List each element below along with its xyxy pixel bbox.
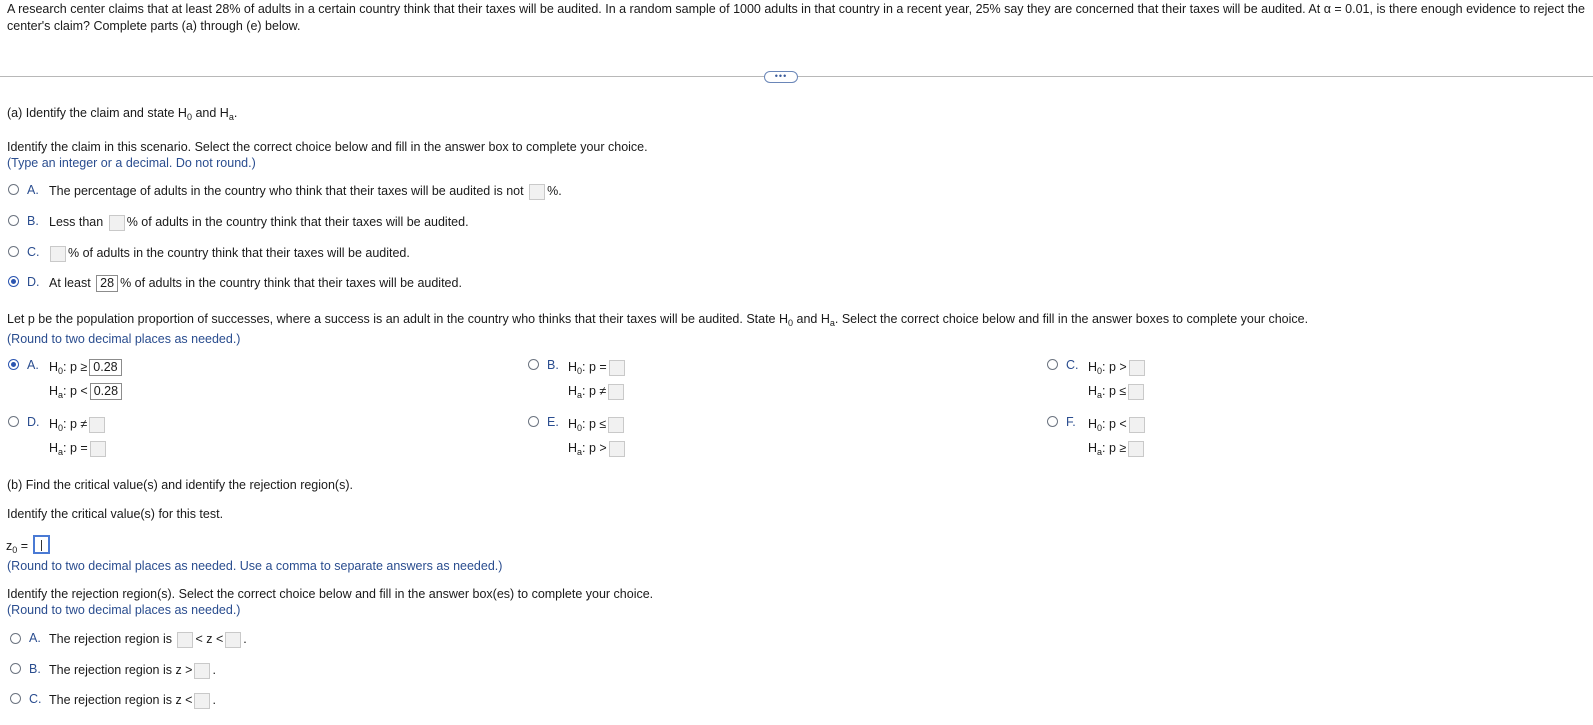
hypothesis-instruction: Let p be the population proportion of successes, where a success is an adult in the country who thinks that their taxes will be audited. State $H_0$ and $H_a$. Select the correct choice below and fill in the answer boxes to complete your choice. — [7, 312, 1309, 328]
hyp-choice-f-h0: $H_0$: p < — [1088, 416, 1147, 433]
region-a-upper-box[interactable] — [225, 632, 241, 648]
claim-choice-c-letter: C. — [27, 245, 40, 259]
z0-label: $z_0$ = — [6, 539, 29, 555]
hyp-f-ha-box[interactable] — [1128, 441, 1144, 457]
hyp-choice-c-ha: $H_a$: p ≤ — [1088, 383, 1146, 400]
region-c-box[interactable] — [194, 693, 210, 709]
hyp-choice-e-radio[interactable] — [528, 416, 539, 427]
region-choice-a: The rejection region is < z < . — [49, 632, 247, 646]
claim-choice-a-letter: A. — [27, 183, 39, 197]
part-a-heading: (a) Identify the claim and state $H_0$ and $H_a$. — [7, 106, 238, 122]
claim-choice-d: At least 28 % of adults in the country think that their taxes will be audited. — [49, 276, 462, 291]
more-options-button[interactable]: ••• — [764, 71, 798, 83]
region-hint: (Round to two decimal places as needed.) — [7, 603, 241, 617]
hyp-e-ha-box[interactable] — [609, 441, 625, 457]
hyp-choice-e-h0: $H_0$: p ≤ — [568, 416, 626, 433]
claim-choice-c: % of adults in the country think that their taxes will be audited. — [48, 245, 410, 262]
hyp-a-h0-box[interactable]: 0.28 — [89, 359, 121, 376]
problem-statement: A research center claims that at least 28% of adults in a certain country think that their taxes will be audited. In a random sample of 1000 adults in that country in a recent year, 25% say they are concerned that their taxes will be audited. At α = 0.01, is there enough evidence to reject the center's claim? Complete parts (a) through (e) below. — [7, 2, 1585, 33]
hyp-choice-a-letter: A. — [27, 358, 39, 372]
claim-d-answer-box[interactable]: 28 — [96, 275, 118, 292]
claim-choice-c-radio[interactable] — [8, 246, 19, 257]
region-choice-c: The rejection region is z < . — [49, 693, 216, 707]
hyp-d-ha-box[interactable] — [90, 441, 106, 457]
z0-hint: (Round to two decimal places as needed. Use a comma to separate answers as needed.) — [7, 559, 503, 573]
critical-instruction: Identify the critical value(s) for this test. — [7, 507, 224, 521]
hyp-choice-e-letter: E. — [547, 415, 559, 429]
hyp-choice-e-ha: $H_a$: p > — [568, 440, 627, 457]
hyp-choice-a-h0: $H_0$: p ≥ 0.28 — [49, 359, 124, 376]
hyp-choice-d-radio[interactable] — [8, 416, 19, 427]
hyp-b-h0-box[interactable] — [609, 360, 625, 376]
hyp-choice-b-radio[interactable] — [528, 359, 539, 370]
region-choice-a-letter: A. — [29, 631, 41, 645]
hyp-choice-d-ha: $H_a$: p = — [49, 440, 108, 457]
region-a-lower-box[interactable] — [177, 632, 193, 648]
claim-hint: (Type an integer or a decimal. Do not round.) — [7, 156, 256, 170]
region-choice-b: The rejection region is z > . — [49, 663, 216, 677]
hyp-choice-c-letter: C. — [1066, 358, 1079, 372]
claim-choice-d-radio[interactable] — [8, 276, 19, 287]
part-b-heading: (b) Find the critical value(s) and identify the rejection region(s). — [7, 478, 353, 492]
hyp-choice-b-ha: $H_a$: p ≠ — [568, 383, 626, 400]
hyp-choice-b-h0: $H_0$: p = — [568, 359, 627, 376]
hyp-choice-a-ha: $H_a$: p < 0.28 — [49, 383, 124, 400]
claim-choice-d-letter: D. — [27, 275, 40, 289]
claim-a-answer-box[interactable] — [529, 184, 545, 200]
hyp-c-ha-box[interactable] — [1128, 384, 1144, 400]
hyp-choice-b-letter: B. — [547, 358, 559, 372]
hyp-c-h0-box[interactable] — [1129, 360, 1145, 376]
hyp-b-ha-box[interactable] — [608, 384, 624, 400]
hyp-d-h0-box[interactable] — [89, 417, 105, 433]
claim-choice-a: The percentage of adults in the country who think that their taxes will be audited is not %. — [49, 184, 562, 198]
hyp-a-ha-box[interactable]: 0.28 — [90, 383, 122, 400]
hyp-choice-f-ha: $H_a$: p ≥ — [1088, 440, 1146, 457]
hyp-choice-a-radio[interactable] — [8, 359, 19, 370]
hyp-choice-d-h0: $H_0$: p ≠ — [49, 416, 107, 433]
claim-b-answer-box[interactable] — [109, 215, 125, 231]
claim-choice-b-letter: B. — [27, 214, 39, 228]
hyp-choice-c-h0: $H_0$: p > — [1088, 359, 1147, 376]
region-choice-c-radio[interactable] — [10, 693, 21, 704]
region-instruction: Identify the rejection region(s). Select the correct choice below and fill in the answer box(es) to complete your choice. — [7, 587, 654, 601]
hyp-choice-d-letter: D. — [27, 415, 40, 429]
region-choice-a-radio[interactable] — [10, 633, 21, 644]
claim-instruction: Identify the claim in this scenario. Select the correct choice below and fill in the answer box to complete your choice. — [7, 140, 648, 154]
hyp-choice-c-radio[interactable] — [1047, 359, 1058, 370]
hyp-choice-f-letter: F. — [1066, 415, 1076, 429]
region-choice-b-letter: B. — [29, 662, 41, 676]
z0-answer-box[interactable] — [33, 535, 50, 554]
region-b-box[interactable] — [194, 663, 210, 679]
claim-c-answer-box[interactable] — [50, 246, 66, 262]
claim-choice-a-radio[interactable] — [8, 184, 19, 195]
hyp-choice-f-radio[interactable] — [1047, 416, 1058, 427]
region-choice-c-letter: C. — [29, 692, 42, 706]
hypothesis-hint: (Round to two decimal places as needed.) — [7, 332, 241, 346]
region-choice-b-radio[interactable] — [10, 663, 21, 674]
hyp-e-h0-box[interactable] — [608, 417, 624, 433]
hyp-f-h0-box[interactable] — [1129, 417, 1145, 433]
claim-choice-b: Less than % of adults in the country think that their taxes will be audited. — [49, 215, 469, 229]
claim-choice-b-radio[interactable] — [8, 215, 19, 226]
